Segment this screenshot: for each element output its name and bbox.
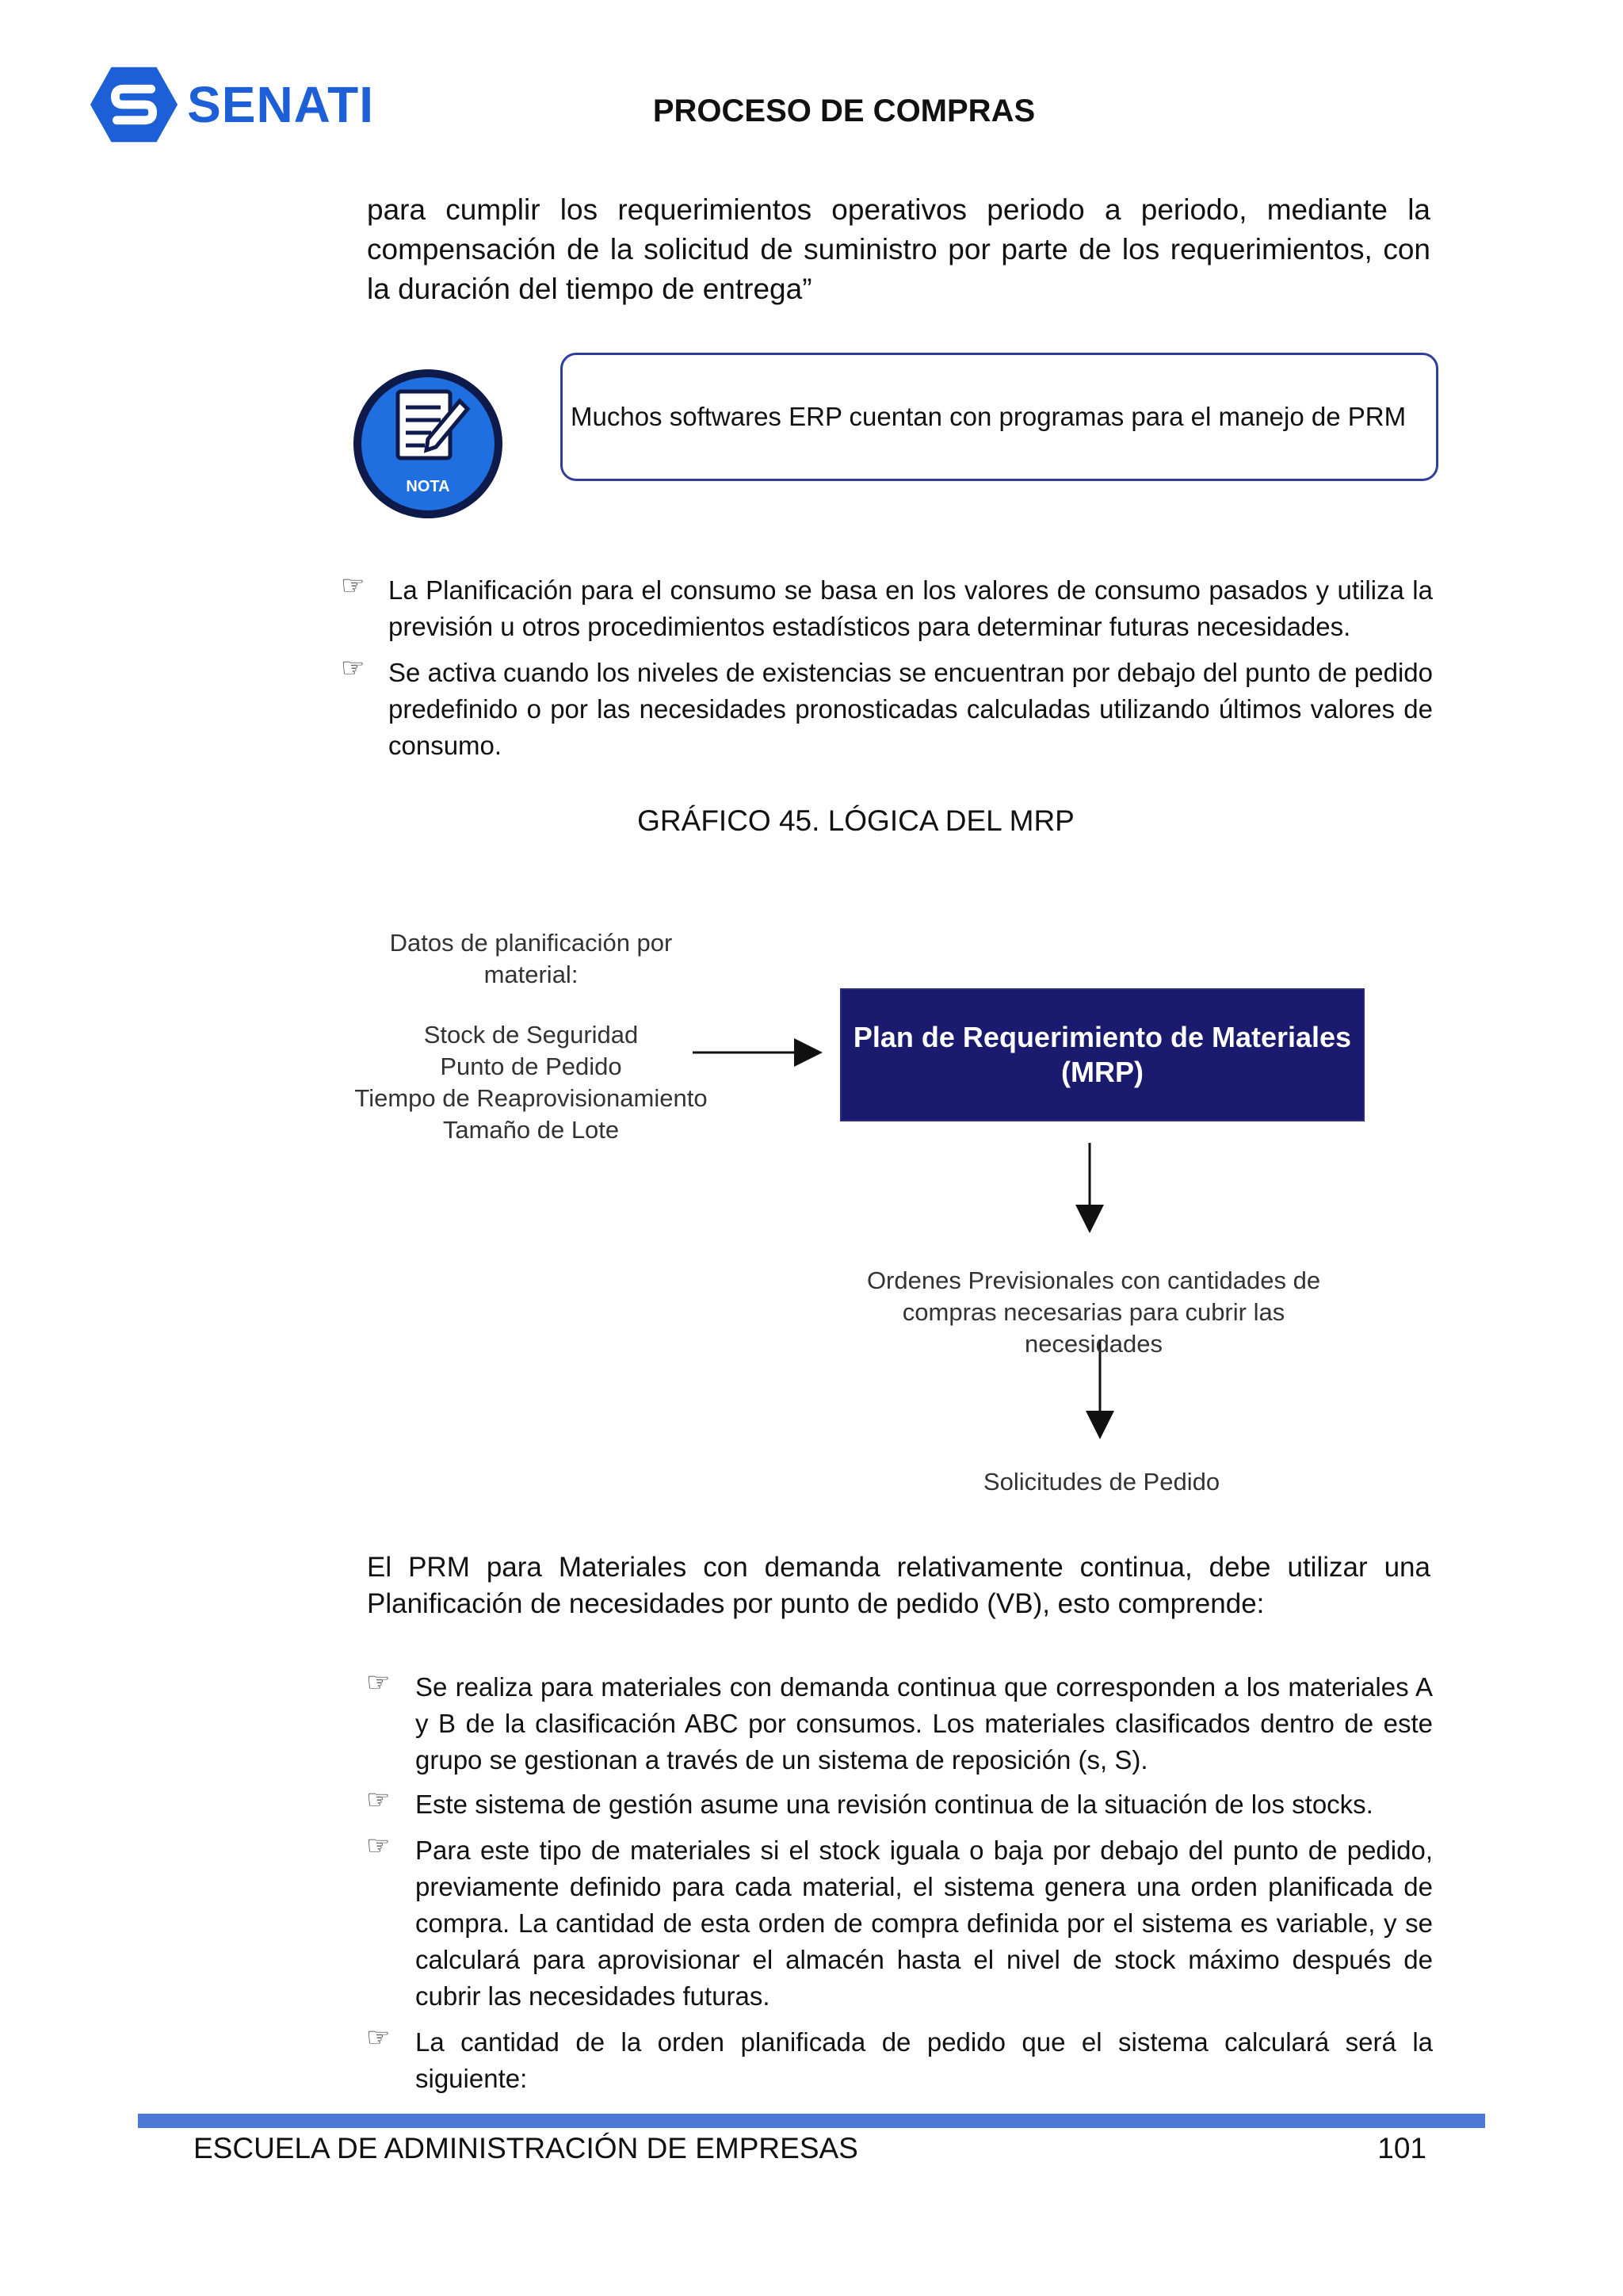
planning-data-item: Stock de Seguridad xyxy=(423,1021,639,1049)
bullet-text: La cantidad de la orden planificada de pedido que el sistema calculará será la siguiente: xyxy=(415,2027,1433,2093)
bullet-text: Se activa cuando los niveles de existencias se encuentran por debajo del punto de pedido predefinido o por las necesidades pronosticadas calculadas utilizando últimos valores de consumo. xyxy=(388,658,1433,760)
intro-line: compensación de la solicitud de suministro por parte de los requerimientos, con xyxy=(367,233,1430,266)
logo-text: SENATI xyxy=(187,76,374,133)
ordenes-line: Ordenes Previsionales con cantidades de xyxy=(866,1266,1321,1294)
ordenes-line: compras necesarias para cubrir las xyxy=(902,1298,1285,1326)
pointing-hand-icon: ☞ xyxy=(341,653,365,683)
figure-caption: GRÁFICO 45. LÓGICA DEL MRP xyxy=(637,804,1075,837)
prm-line: Planificación de necesidades por punto de pedido (VB), esto comprende: xyxy=(367,1588,1265,1619)
list-item xyxy=(366,1786,1433,1823)
planning-data-item: Punto de Pedido xyxy=(440,1052,622,1080)
planning-data-item: Tamaño de Lote xyxy=(442,1116,620,1144)
pointing-hand-icon: ☞ xyxy=(366,1668,391,1698)
bullet-text: Para este tipo de materiales si el stock iguala o baja por debajo del punto de pedido, previamente definido para cada material, el sistema genera una orden planificada de compra. La cantidad de esta orden de compra definida por el sistema es variable, y se calculará para aprovisionar el almacén hasta el nivel de stock máximo después de cubrir las necesidades futuras. xyxy=(415,1836,1433,2011)
planning-data-item: Tiempo de Reaprovisionamiento xyxy=(354,1084,708,1112)
bullet-text: Se realiza para materiales con demanda continua que corresponden a los materiales A y B de la clasificación ABC por consumos. Los materiales clasificados dentro de este grupo se gestionan a través de un sistema de reposición (s, S). xyxy=(415,1672,1433,1775)
mrp-box xyxy=(842,990,1363,1120)
intro-line: la duración del tiempo de entrega” xyxy=(367,273,812,305)
nota-text: Muchos softwares ERP cuentan con programas para el manejo de PRM xyxy=(571,402,1407,431)
pointing-hand-icon: ☞ xyxy=(366,1785,391,1815)
ordenes-block xyxy=(856,1265,1331,1360)
pointing-hand-icon: ☞ xyxy=(366,1831,391,1861)
bullet-text: La Planificación para el consumo se basa en los valores de consumo pasados y utiliza la previsión u otros procedimientos estadísticos para determinar futuras necesidades. xyxy=(388,575,1433,641)
page-title: PROCESO DE COMPRAS xyxy=(652,94,1036,128)
pointing-hand-icon: ☞ xyxy=(341,571,365,601)
intro-line: para cumplir los requerimientos operativos periodo a periodo, mediante la xyxy=(367,193,1430,226)
planning-data-title: material: xyxy=(483,961,579,988)
footer-school-name: ESCUELA DE ADMINISTRACIÓN DE EMPRESAS xyxy=(193,2132,858,2164)
ordenes-line: necesidades xyxy=(1024,1330,1163,1358)
pointing-hand-icon: ☞ xyxy=(366,2023,391,2053)
bullet-text: Este sistema de gestión asume una revisión continua de la situación de los stocks. xyxy=(415,1790,1373,1819)
nota-icon-label: NOTA xyxy=(406,478,450,495)
planning-data-title: Datos de planificación por xyxy=(389,929,673,957)
solicitudes-label: Solicitudes de Pedido xyxy=(983,1468,1220,1496)
list-item xyxy=(366,2024,1433,2097)
page-number: 101 xyxy=(1377,2132,1426,2164)
prm-line: El PRM para Materiales con demanda relativamente continua, debe utilizar una xyxy=(367,1552,1430,1583)
mrp-box-line: Plan de Requerimiento de Materiales xyxy=(853,1021,1352,1053)
mrp-box-line: (MRP) xyxy=(1061,1056,1144,1088)
footer-bar xyxy=(138,2114,1485,2128)
prm-paragraph xyxy=(367,1549,1430,1622)
list-item xyxy=(366,1832,1433,2015)
list-item xyxy=(366,1669,1433,1778)
